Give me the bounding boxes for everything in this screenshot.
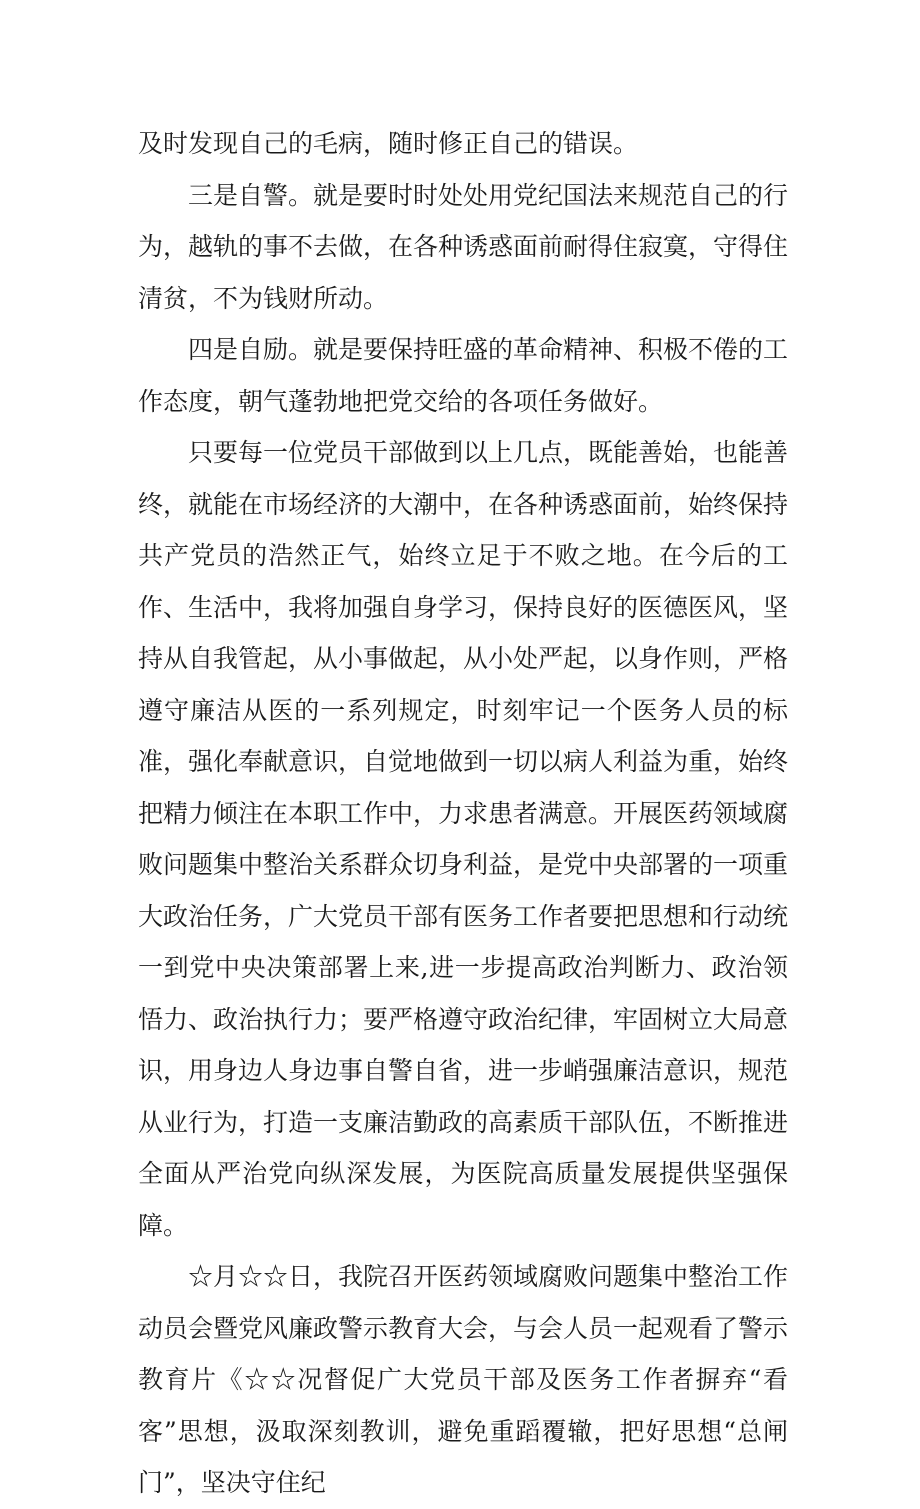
paragraph-self-warning: 三是自警。就是要时时处处用党纪国法来规范自己的行为，越轨的事不去做，在各种诱惑面前耐得住寂寞，守得住清贫，不为钱财所动。 — [138, 180, 789, 313]
paragraph-continuation: 及时发现自己的毛病，随时修正自己的错误。 — [138, 129, 639, 158]
paragraph-meeting: ☆月☆☆日，我院召开医药领域腐败问题集中整治工作动员会暨党风廉政警示教育大会，与会人员一起观看了警示教育片《☆☆况督促广大党员干部及医务工作者摒弃“看客”思想，汲取深刻教训，避免重蹈覆辙，把好思想“总闸门”，坚决守住纪 — [138, 1262, 789, 1497]
paragraph-commitment: 只要每一位党员干部做到以上几点，既能善始，也能善终，就能在市场经济的大潮中，在各种诱惑面前，始终保持共产党员的浩然正气，始终立足于不败之地。在今后的工作、生活中，我将加强自身学习，保持良好的医德医风，坚持从自我管起，从小事做起，从小处严起，以身作则，严格遵守廉洁从医的一系列规定，时刻牢记一个医务人员的标准，强化奉献意识，自觉地做到一切以病人利益为重，始终把精力倾注在本职工作中，力求患者满意。开展医药领域腐败问题集中整治关系群众切身利益，是党中央部署的一项重大政治任务，广大党员干部有医务工作者要把思想和行动统一到党中央决策部署上来,进一步提高政治判断力、政治领悟力、政治执行力；要严格遵守政治纪律，牢固树立大局意识，用身边人身边事自警自省，进一步峭强廉洁意识，规范从业行为，打造一支廉洁勤政的高素质干部队伍，不断推进全面从严治党向纵深发展，为医院高质量发展提供坚强保障。 — [138, 438, 789, 1240]
paragraph-self-encouragement: 四是自励。就是要保持旺盛的革命精神、积极不倦的工作态度，朝气蓬勃地把党交给的各项任务做好。 — [138, 335, 789, 416]
body-text — [138, 118, 788, 1509]
